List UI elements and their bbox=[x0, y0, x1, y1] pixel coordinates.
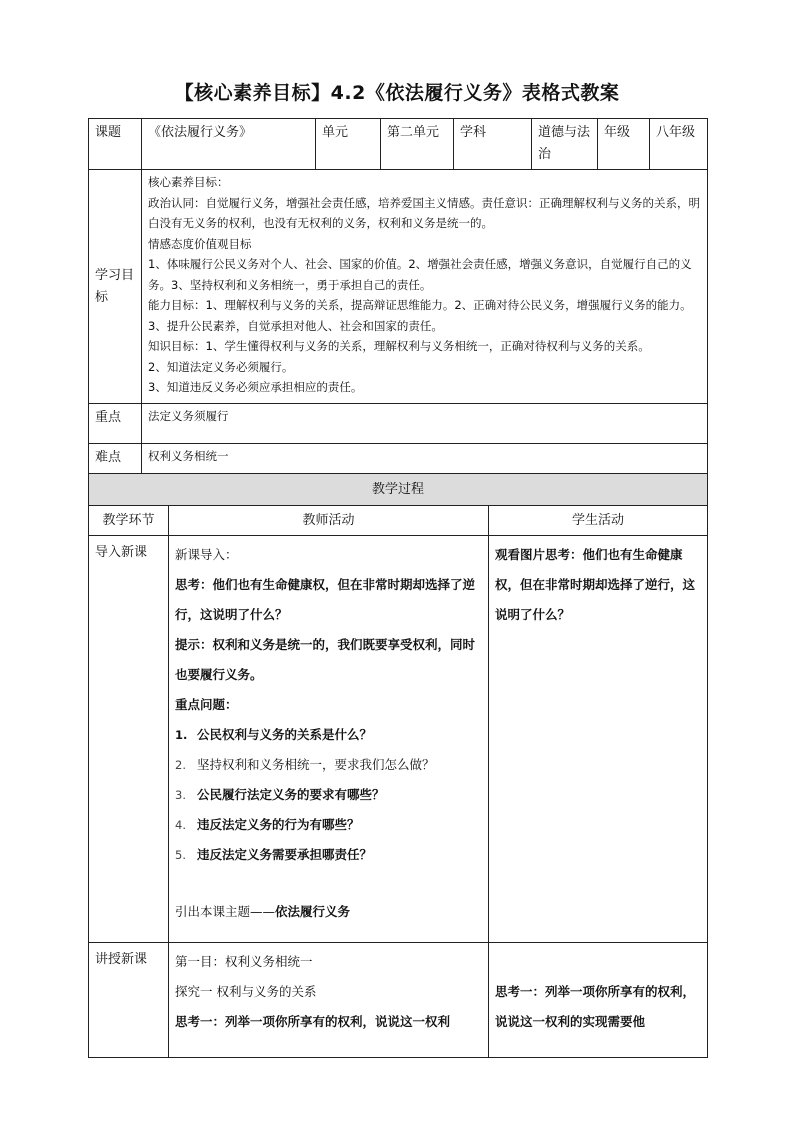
goals-line: 能力目标：1、理解权利与义务的关系，提高辩证思维能力。2、正确对待公民义务，增强履行义务的能力。3、提升公民素养，自觉承担对他人、社会和国家的责任。 bbox=[148, 298, 692, 333]
col-stage-header: 教学环节 bbox=[89, 506, 169, 536]
grade-label: 年级 bbox=[598, 119, 650, 170]
unit-value: 第二单元 bbox=[381, 119, 454, 170]
goals-line: 情感态度价值观目标 bbox=[148, 236, 252, 251]
goals-line: 核心素养目标： bbox=[148, 175, 229, 189]
key-question-1: 1. 公民权利与义务的关系是什么？ bbox=[175, 727, 373, 742]
goals-label: 学习目标 bbox=[89, 170, 142, 404]
key-question-4: 4. 违反法定义务的行为有哪些？ bbox=[175, 817, 360, 832]
key-question-3: 3. 公民履行法定义务的要求有哪些？ bbox=[175, 787, 385, 802]
process-table bbox=[88, 473, 708, 1058]
lesson-plan-sheet bbox=[88, 118, 707, 1058]
lecture-teacher-activity bbox=[169, 943, 489, 1058]
key-point-value: 法定义务须履行 bbox=[142, 404, 708, 444]
intro-stage: 导入新课 bbox=[89, 536, 169, 943]
goals-line: 知识目标：1、学生懂得权利与义务的关系，理解权利与义务相统一，正确对待权利与义务的关系。 bbox=[148, 339, 650, 353]
intro-hint: 提示：权利和义务是统一的，我们既要享受权利，同时也要履行义务。 bbox=[175, 637, 476, 682]
difficulty-label: 难点 bbox=[89, 444, 142, 474]
subject-label: 学科 bbox=[454, 119, 532, 170]
info-table bbox=[88, 118, 708, 474]
difficulty-value: 权利义务相统一 bbox=[142, 444, 708, 474]
goals-line: 3、知道违反义务必须应承担相应的责任。 bbox=[148, 380, 363, 394]
goals-line: 1、体味履行公民义务对个人、社会、国家的价值。2、增强社会责任感，增强义务意识，自觉履行自己的义务。3、坚持权利和义务相统一，勇于承担自己的责任。 bbox=[148, 257, 692, 292]
subject-value: 道德与法治 bbox=[532, 119, 598, 170]
course-value: 《依法履行义务》 bbox=[142, 119, 316, 170]
lecture-section: 第一目：权利义务相统一 bbox=[175, 954, 313, 969]
process-header: 教学过程 bbox=[89, 474, 708, 506]
goals-content bbox=[142, 170, 708, 404]
key-question-2: 2. 坚持权利和义务相统一，要求我们怎么做？ bbox=[175, 757, 435, 772]
key-point-label: 重点 bbox=[89, 404, 142, 444]
intro-teacher-activity bbox=[169, 536, 489, 943]
lecture-inquiry: 探究一 权利与义务的关系 bbox=[175, 984, 317, 999]
col-teacher-header: 教师活动 bbox=[169, 506, 489, 536]
intro-topic: 引出本课主题——依法履行义务 bbox=[175, 904, 351, 919]
lecture-question: 思考一：列举一项你所享有的权利，说说这一权利 bbox=[175, 1014, 451, 1029]
key-questions-label: 重点问题： bbox=[175, 697, 238, 712]
course-label: 课题 bbox=[89, 119, 142, 170]
lecture-student-activity: 思考一：列举一项你所享有的权利，说说这一权利的实现需要他 bbox=[489, 943, 708, 1058]
unit-label: 单元 bbox=[316, 119, 381, 170]
goals-line: 政治认同：自觉履行义务，增强社会责任感，培养爱国主义情感。责任意识：正确理解权利与义务的关系，明白没有无义务的权利，也没有无权利的义务，权利和义务是统一的。 bbox=[148, 195, 700, 230]
page-title: 【核心素养目标】4.2《依法履行义务》表格式教案 bbox=[174, 82, 620, 104]
lecture-stage: 讲授新课 bbox=[89, 943, 169, 1058]
intro-question: 思考：他们也有生命健康权，但在非常时期却选择了逆行，这说明了什么？ bbox=[175, 577, 476, 622]
goals-line: 2、知道法定义务必须履行。 bbox=[148, 359, 294, 374]
intro-text: 新课导入： bbox=[175, 547, 238, 562]
intro-student-activity: 观看图片思考：他们也有生命健康权，但在非常时期却选择了逆行，这说明了什么？ bbox=[489, 536, 708, 943]
grade-value: 八年级 bbox=[650, 119, 708, 170]
col-student-header: 学生活动 bbox=[489, 506, 708, 536]
key-question-5: 5. 违反法定义务需要承担哪责任？ bbox=[175, 847, 373, 862]
